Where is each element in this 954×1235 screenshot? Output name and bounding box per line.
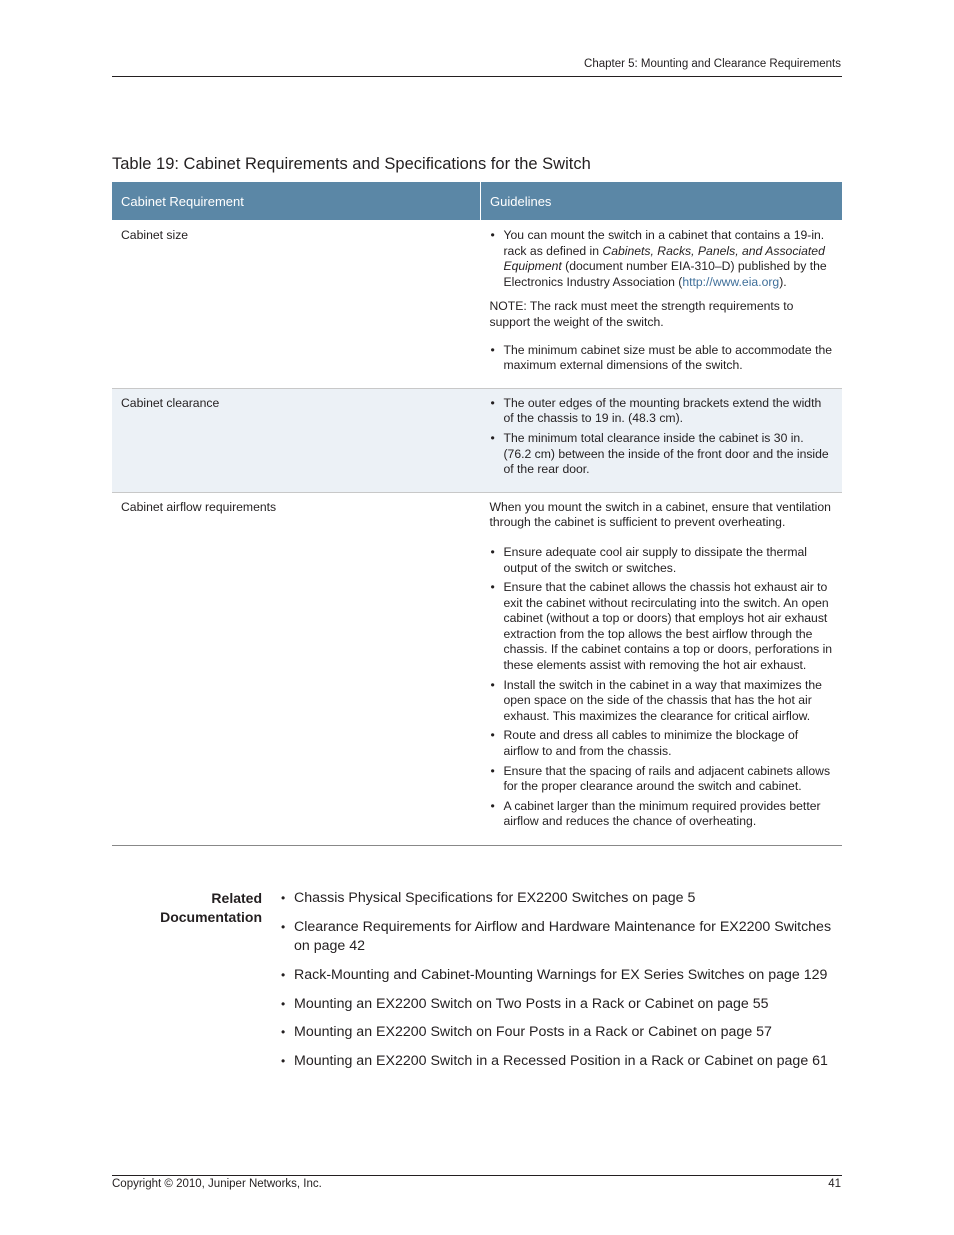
column-header-guidelines: Guidelines xyxy=(481,182,843,220)
list-item: • The outer edges of the mounting brackets extend the width of the chassis to 19 in. (48.3 cm). xyxy=(490,396,835,427)
related-link[interactable]: • Clearance Requirements for Airflow and Hardware Maintenance for EX2200 Switches on page 42 xyxy=(281,918,843,956)
list-item: • Route and dress all cables to minimize the blockage of airflow to and from the chassis. xyxy=(490,728,835,759)
column-header-requirement: Cabinet Requirement xyxy=(112,182,481,220)
intro-text: When you mount the switch in a cabinet, ensure that ventilation through the cabinet is sufficient to prevent overheating. xyxy=(489,499,831,530)
related-documentation-list xyxy=(281,889,843,1081)
copyright-notice: Copyright © 2010, Juniper Networks, Inc. xyxy=(112,1178,322,1190)
header-rule xyxy=(112,76,842,77)
related-link[interactable]: • Mounting an EX2200 Switch on Four Posts in a Rack or Cabinet on page 57 xyxy=(281,1023,843,1042)
list-item: • You can mount the switch in a cabinet that contains a 19-in. rack as defined in Cabinets, Racks, Panels, and Associated Equipment (document number EIA-310–D) published by the Electronics Industry Association (http://www.eia.org). xyxy=(490,228,835,290)
guidelines-cell xyxy=(481,492,843,845)
table-title: Table 19: Cabinet Requirements and Specifications for the Switch xyxy=(112,155,591,173)
related-link[interactable]: • Mounting an EX2200 Switch on Two Posts in a Rack or Cabinet on page 55 xyxy=(281,995,843,1014)
list-item: • The minimum total clearance inside the cabinet is 30 in. (76.2 cm) between the inside of the front door and the inside of the rear door. xyxy=(490,431,835,478)
related-link[interactable]: • Mounting an EX2200 Switch in a Recessed Position in a Rack or Cabinet on page 61 xyxy=(281,1052,843,1071)
list-item: • Ensure adequate cool air supply to dissipate the thermal output of the switch or switches. xyxy=(490,545,835,576)
guidelines-list xyxy=(490,545,835,830)
guidelines-list xyxy=(490,396,835,478)
note-text: NOTE: The rack must meet the strength requirements to support the weight of the switch. xyxy=(489,299,794,329)
table-row xyxy=(112,388,842,492)
list-item: • The minimum cabinet size must be able to accommodate the maximum external dimensions of the switch. xyxy=(490,343,835,374)
table-header-row xyxy=(112,182,842,220)
requirement-cell: Cabinet clearance xyxy=(112,388,481,492)
eia-link[interactable]: http://www.eia.org xyxy=(682,274,780,289)
requirement-cell: Cabinet airflow requirements xyxy=(112,492,481,845)
related-documentation-label: Related Documentation xyxy=(160,890,262,925)
cabinet-requirements-table xyxy=(112,182,842,846)
guidelines-list xyxy=(490,343,835,374)
page-number: 41 xyxy=(828,1178,841,1190)
guidelines-list xyxy=(490,228,835,290)
footer-rule xyxy=(112,1175,842,1176)
requirement-cell: Cabinet size xyxy=(112,220,481,388)
standard-title: Cabinets, Racks, Panels, and Associated Equipment xyxy=(503,243,825,274)
related-link[interactable]: • Chassis Physical Specifications for EX2200 Switches on page 5 xyxy=(281,889,843,908)
related-link[interactable]: • Rack-Mounting and Cabinet-Mounting Warnings for EX Series Switches on page 129 xyxy=(281,966,843,985)
list-item: • A cabinet larger than the minimum required provides better airflow and reduces the chance of overheating. xyxy=(490,799,835,830)
list-item: • Ensure that the cabinet allows the chassis hot exhaust air to exit the cabinet without recirculating into the switch. An open cabinet (without a top or doors) that employs hot air exhaust extraction from the top allows the best airflow through the chassis. If the cabinet contains a top or doors, perforations in these elements assist with removing the hot air exhaust. xyxy=(490,580,835,674)
table-row xyxy=(112,220,842,388)
list-item: • Ensure that the spacing of rails and adjacent cabinets allows for the proper clearance around the switch and cabinet. xyxy=(490,764,835,795)
list-item: • Install the switch in the cabinet in a way that maximizes the open space on the side of the chassis that has the hot air exhaust. This maximizes the clearance for critical airflow. xyxy=(490,678,835,725)
guidelines-cell xyxy=(481,220,843,388)
table-row xyxy=(112,492,842,845)
guidelines-cell xyxy=(481,388,843,492)
running-header: Chapter 5: Mounting and Clearance Requirements xyxy=(584,58,841,70)
